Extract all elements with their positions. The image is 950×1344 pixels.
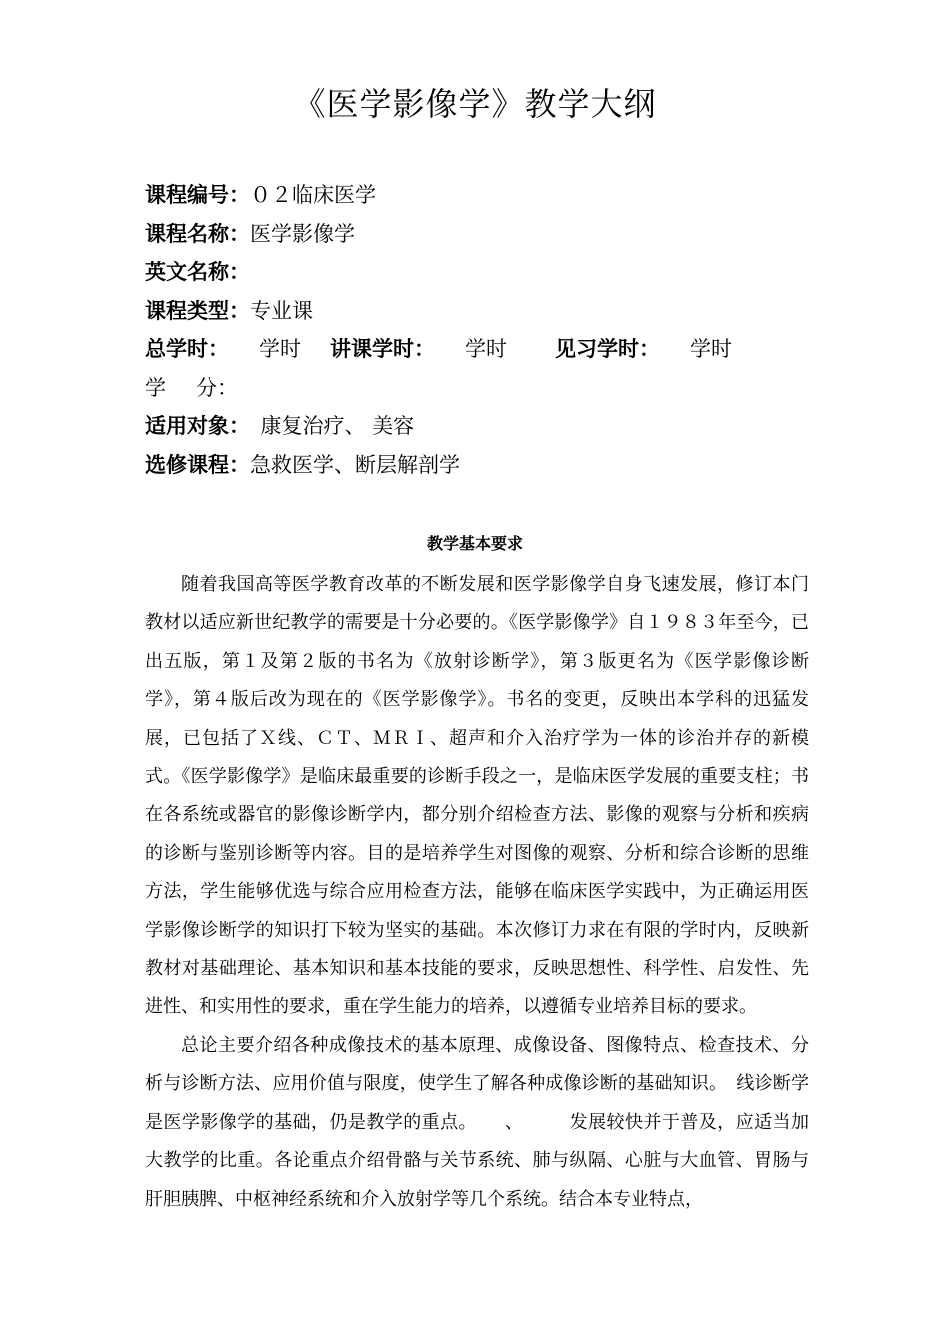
document-title: 《医学影像学》教学大纲 xyxy=(293,85,657,123)
practice-hours xyxy=(555,330,732,369)
target-row xyxy=(145,407,825,446)
course-info xyxy=(145,176,825,484)
course-type-value: 专业课 xyxy=(250,298,313,323)
section-heading: 教学基本要求 xyxy=(426,534,523,553)
course-name-value: 医学影像学 xyxy=(250,221,355,246)
total-hours xyxy=(145,330,330,369)
course-type-label: 课程类型： xyxy=(145,298,250,323)
course-name-row xyxy=(145,215,825,254)
course-code-value: ０２临床医学 xyxy=(250,183,376,207)
lecture-hours-label: 讲课学时： xyxy=(330,337,435,361)
english-name-label: 英文名称： xyxy=(145,260,250,284)
elective-label: 选修课程： xyxy=(145,452,250,477)
english-name-row xyxy=(145,253,825,292)
elective-value: 急救医学、断层解剖学 xyxy=(250,452,460,477)
practice-hours-unit: 学时 xyxy=(690,337,732,361)
elective-row xyxy=(145,446,825,485)
course-code-row xyxy=(145,176,825,215)
credit-label-b: 分： xyxy=(196,375,238,400)
target-value: 康复治疗、 美容 xyxy=(260,414,415,438)
lecture-hours-unit: 学时 xyxy=(465,337,507,361)
practice-hours-label: 见习学时： xyxy=(555,337,660,361)
course-type-row xyxy=(145,292,825,331)
hours-row xyxy=(145,330,825,369)
lecture-hours xyxy=(330,330,555,369)
body-text xyxy=(145,566,809,1219)
credit-row xyxy=(145,369,825,408)
credit-label-a: 学 xyxy=(145,375,166,400)
target-label: 适用对象： xyxy=(145,414,250,438)
total-hours-unit: 学时 xyxy=(259,337,301,361)
total-hours-label: 总学时： xyxy=(145,337,229,361)
paragraph-1: 随着我国高等医学教育改革的不断发展和医学影像学自身飞速发展，修订本门教材以适应新世纪教学的需要是十分必要的。《医学影像学》自１９８３年至今，已出五版，第１及第２版的书名为《放射诊断学》，第３版更名为《医学影像诊断学》，第４版后改为现在的《医学影像学》。书名的变更，反映出本学科的迅猛发展，已包括了Ｘ线、ＣＴ、ＭＲＩ、超声和介入治疗学为一体的诊治并存的新模式。《医学影像学》是临床最重要的诊断手段之一，是临床医学发展的重要支柱；书在各系统或器官的影像诊断学内，都分别介绍检查方法、影像的观察与分析和疾病的诊断与鉴别诊断等内容。目的是培养学生对图像的观察、分析和综合诊断的思维方法，学生能够优选与综合应用检查方法，能够在临床医学实践中，为正确运用医学影像诊断学的知识打下较为坚实的基础。本次修订力求在有限的学时内，反映新教材对基础理论、基本知识和基本技能的要求，反映思想性、科学性、启发性、先进性、和实用性的要求，重在学生能力的培养，以遵循专业培养目标的要求。 xyxy=(145,574,809,1018)
course-name-label: 课程名称： xyxy=(145,221,250,246)
course-code-label: 课程编号： xyxy=(145,183,250,207)
paragraph-2: 总论主要介绍各种成像技术的基本原理、成像设备、图像特点、检查技术、分析与诊断方法、应用价值与限度，使学生了解各种成像诊断的基础知识。 线诊断学是医学影像学的基础，仍是教学的重点。 、 发展较快并于普及，应适当加大教学的比重。各论重点介绍骨骼与关节系统、肺与纵隔、心脏与大血管、胃肠与肝胆胰脾、中枢神经系统和介入放射学等几个系统。结合本专业特点， xyxy=(145,1034,809,1210)
